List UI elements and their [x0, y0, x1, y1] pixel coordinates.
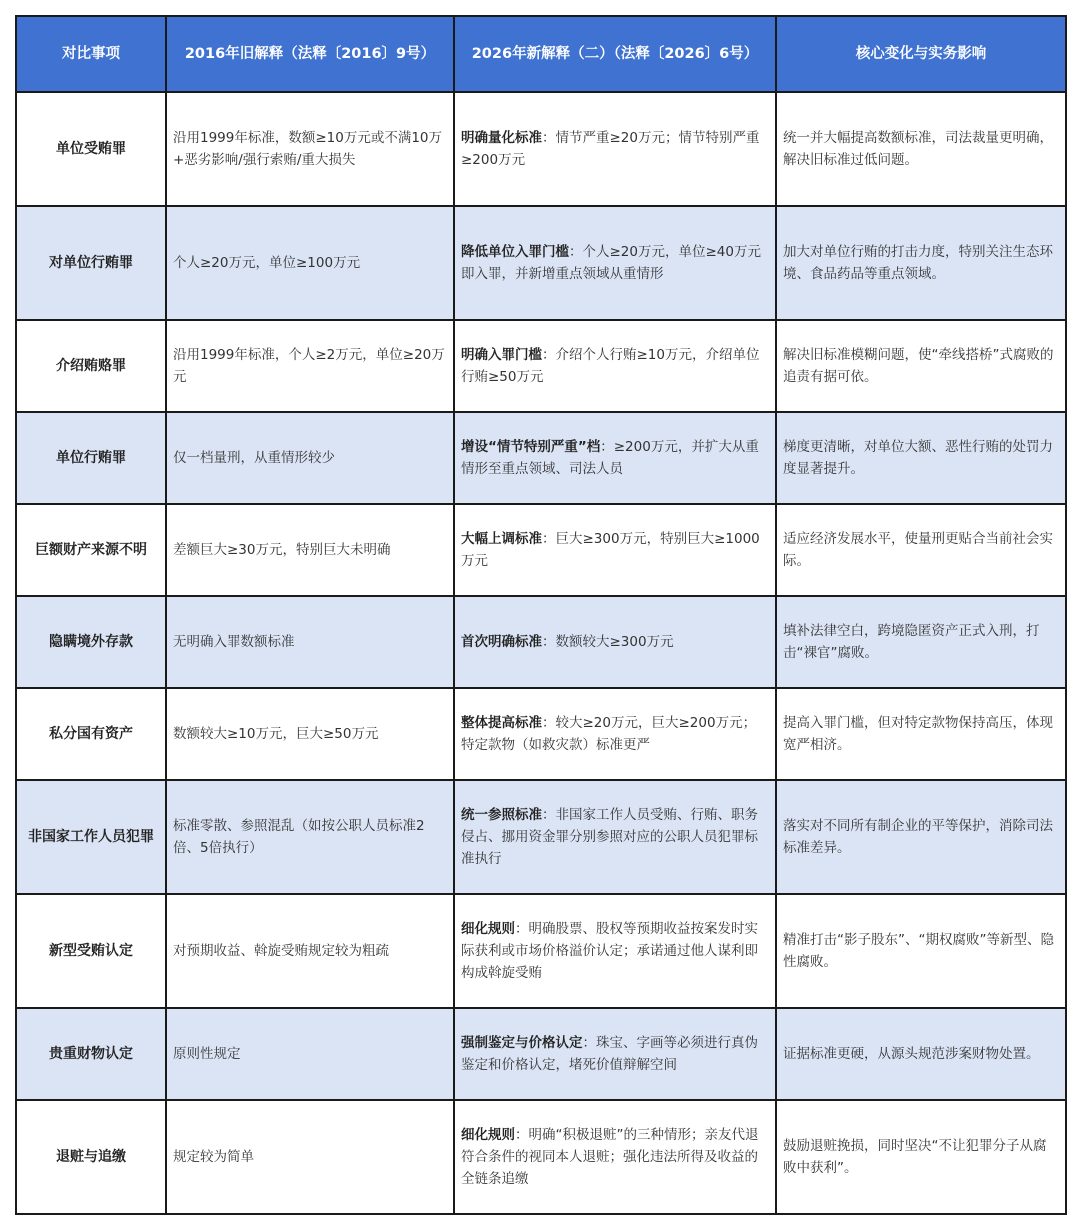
row-new-key: 统一参照标准 — [461, 807, 542, 823]
row-new-key: 增设“情节特别严重”档 — [461, 439, 601, 455]
row-new-text: ：明确股票、股权等预期收益按案发时实际获利或市场价格溢价认定；承诺通过他人谋利即构成斡旋受贿 — [461, 921, 758, 981]
row-new — [454, 1008, 776, 1100]
header-cell-new: 2026年新解释（二）（法释〔2026〕6号） — [454, 16, 776, 92]
row-new-text: ：个人≥20万元，单位≥40万元即入罪，并新增重点领域从重情形 — [461, 244, 761, 282]
row-item: 新型受贿认定 — [16, 894, 166, 1008]
row-new-key: 整体提高标准 — [461, 715, 542, 731]
row-impact: 落实对不同所有制企业的平等保护，消除司法标准差异。 — [776, 780, 1066, 894]
row-new-text: ：珠宝、字画等必须进行真伪鉴定和价格认定，堵死价值辩解空间 — [461, 1035, 758, 1073]
table-row — [16, 894, 1066, 1008]
row-impact: 填补法律空白，跨境隐匿资产正式入刑，打击“裸官”腐败。 — [776, 596, 1066, 688]
row-old: 沿用1999年标准，数额≥10万元或不满10万+恶劣影响/强行索贿/重大损失 — [166, 92, 454, 206]
table-row — [16, 320, 1066, 412]
row-old: 数额较大≥10万元，巨大≥50万元 — [166, 688, 454, 780]
row-new-key: 降低单位入罪门槛 — [461, 244, 569, 260]
row-new-text: ：≥200万元，并扩大从重情形至重点领域、司法人员 — [461, 439, 759, 477]
row-new-text: ：较大≥20万元，巨大≥200万元；特定款物（如救灾款）标准更严 — [461, 715, 757, 753]
row-new — [454, 504, 776, 596]
row-old: 标准零散、参照混乱（如按公职人员标准2倍、5倍执行） — [166, 780, 454, 894]
table-row — [16, 596, 1066, 688]
row-old: 差额巨大≥30万元，特别巨大未明确 — [166, 504, 454, 596]
row-new-key: 细化规则 — [461, 1127, 515, 1143]
row-impact: 解决旧标准模糊问题，使“牵线搭桥”式腐败的追责有据可依。 — [776, 320, 1066, 412]
row-new — [454, 894, 776, 1008]
row-old: 仅一档量刑，从重情形较少 — [166, 412, 454, 504]
row-impact: 加大对单位行贿的打击力度，特别关注生态环境、食品药品等重点领域。 — [776, 206, 1066, 320]
row-new — [454, 320, 776, 412]
row-new-text: ：非国家工作人员受贿、行贿、职务侵占、挪用资金罪分别参照对应的公职人员犯罪标准执行 — [461, 807, 758, 867]
table-row — [16, 206, 1066, 320]
header-cell-impact: 核心变化与实务影响 — [776, 16, 1066, 92]
row-new — [454, 92, 776, 206]
row-impact: 适应经济发展水平，使量刑更贴合当前社会实际。 — [776, 504, 1066, 596]
row-item: 隐瞒境外存款 — [16, 596, 166, 688]
header-cell-item: 对比事项 — [16, 16, 166, 92]
row-new — [454, 780, 776, 894]
row-new-key: 首次明确标准 — [461, 634, 542, 650]
table-row — [16, 504, 1066, 596]
row-new-key: 强制鉴定与价格认定 — [461, 1035, 583, 1051]
row-old: 原则性规定 — [166, 1008, 454, 1100]
row-item: 单位行贿罪 — [16, 412, 166, 504]
row-new-key: 大幅上调标准 — [461, 531, 542, 547]
row-old: 个人≥20万元，单位≥100万元 — [166, 206, 454, 320]
comparison-table — [15, 15, 1067, 1215]
row-item: 贵重财物认定 — [16, 1008, 166, 1100]
row-impact: 精准打击“影子股东”、“期权腐败”等新型、隐性腐败。 — [776, 894, 1066, 1008]
row-new — [454, 206, 776, 320]
row-new — [454, 596, 776, 688]
row-new-key: 明确量化标准 — [461, 130, 542, 146]
row-new — [454, 1100, 776, 1214]
row-new-text: ：情节严重≥20万元；情节特别严重≥200万元 — [461, 130, 760, 168]
header-cell-old: 2016年旧解释（法释〔2016〕9号） — [166, 16, 454, 92]
header-row — [16, 16, 1066, 92]
row-item: 私分国有资产 — [16, 688, 166, 780]
row-old: 规定较为简单 — [166, 1100, 454, 1214]
row-new-key: 细化规则 — [461, 921, 515, 937]
row-new — [454, 412, 776, 504]
table-row — [16, 688, 1066, 780]
row-item: 单位受贿罪 — [16, 92, 166, 206]
row-item: 介绍贿赂罪 — [16, 320, 166, 412]
row-new-text: ：数额较大≥300万元 — [542, 634, 674, 650]
table-row — [16, 1008, 1066, 1100]
row-item: 对单位行贿罪 — [16, 206, 166, 320]
row-new-text: ：明确“积极退赃”的三种情形；亲友代退符合条件的视同本人退赃；强化违法所得及收益的全链条追缴 — [461, 1127, 759, 1187]
row-impact: 证据标准更硬，从源头规范涉案财物处置。 — [776, 1008, 1066, 1100]
row-old: 对预期收益、斡旋受贿规定较为粗疏 — [166, 894, 454, 1008]
row-old: 无明确入罪数额标准 — [166, 596, 454, 688]
row-new-text: ：巨大≥300万元，特别巨大≥1000万元 — [461, 531, 760, 569]
table-row — [16, 780, 1066, 894]
row-old: 沿用1999年标准，个人≥2万元，单位≥20万元 — [166, 320, 454, 412]
row-item: 巨额财产来源不明 — [16, 504, 166, 596]
row-impact: 梯度更清晰，对单位大额、恶性行贿的处罚力度显著提升。 — [776, 412, 1066, 504]
row-new — [454, 688, 776, 780]
row-new-text: ：介绍个人行贿≥10万元，介绍单位行贿≥50万元 — [461, 347, 760, 385]
row-item: 退赃与追缴 — [16, 1100, 166, 1214]
row-new-key: 明确入罪门槛 — [461, 347, 542, 363]
row-impact: 统一并大幅提高数额标准，司法裁量更明确，解决旧标准过低问题。 — [776, 92, 1066, 206]
table-row — [16, 92, 1066, 206]
table-row — [16, 412, 1066, 504]
table-row — [16, 1100, 1066, 1214]
row-impact: 提高入罪门槛，但对特定款物保持高压，体现宽严相济。 — [776, 688, 1066, 780]
row-impact: 鼓励退赃挽损，同时坚决“不让犯罪分子从腐败中获利”。 — [776, 1100, 1066, 1214]
row-item: 非国家工作人员犯罪 — [16, 780, 166, 894]
